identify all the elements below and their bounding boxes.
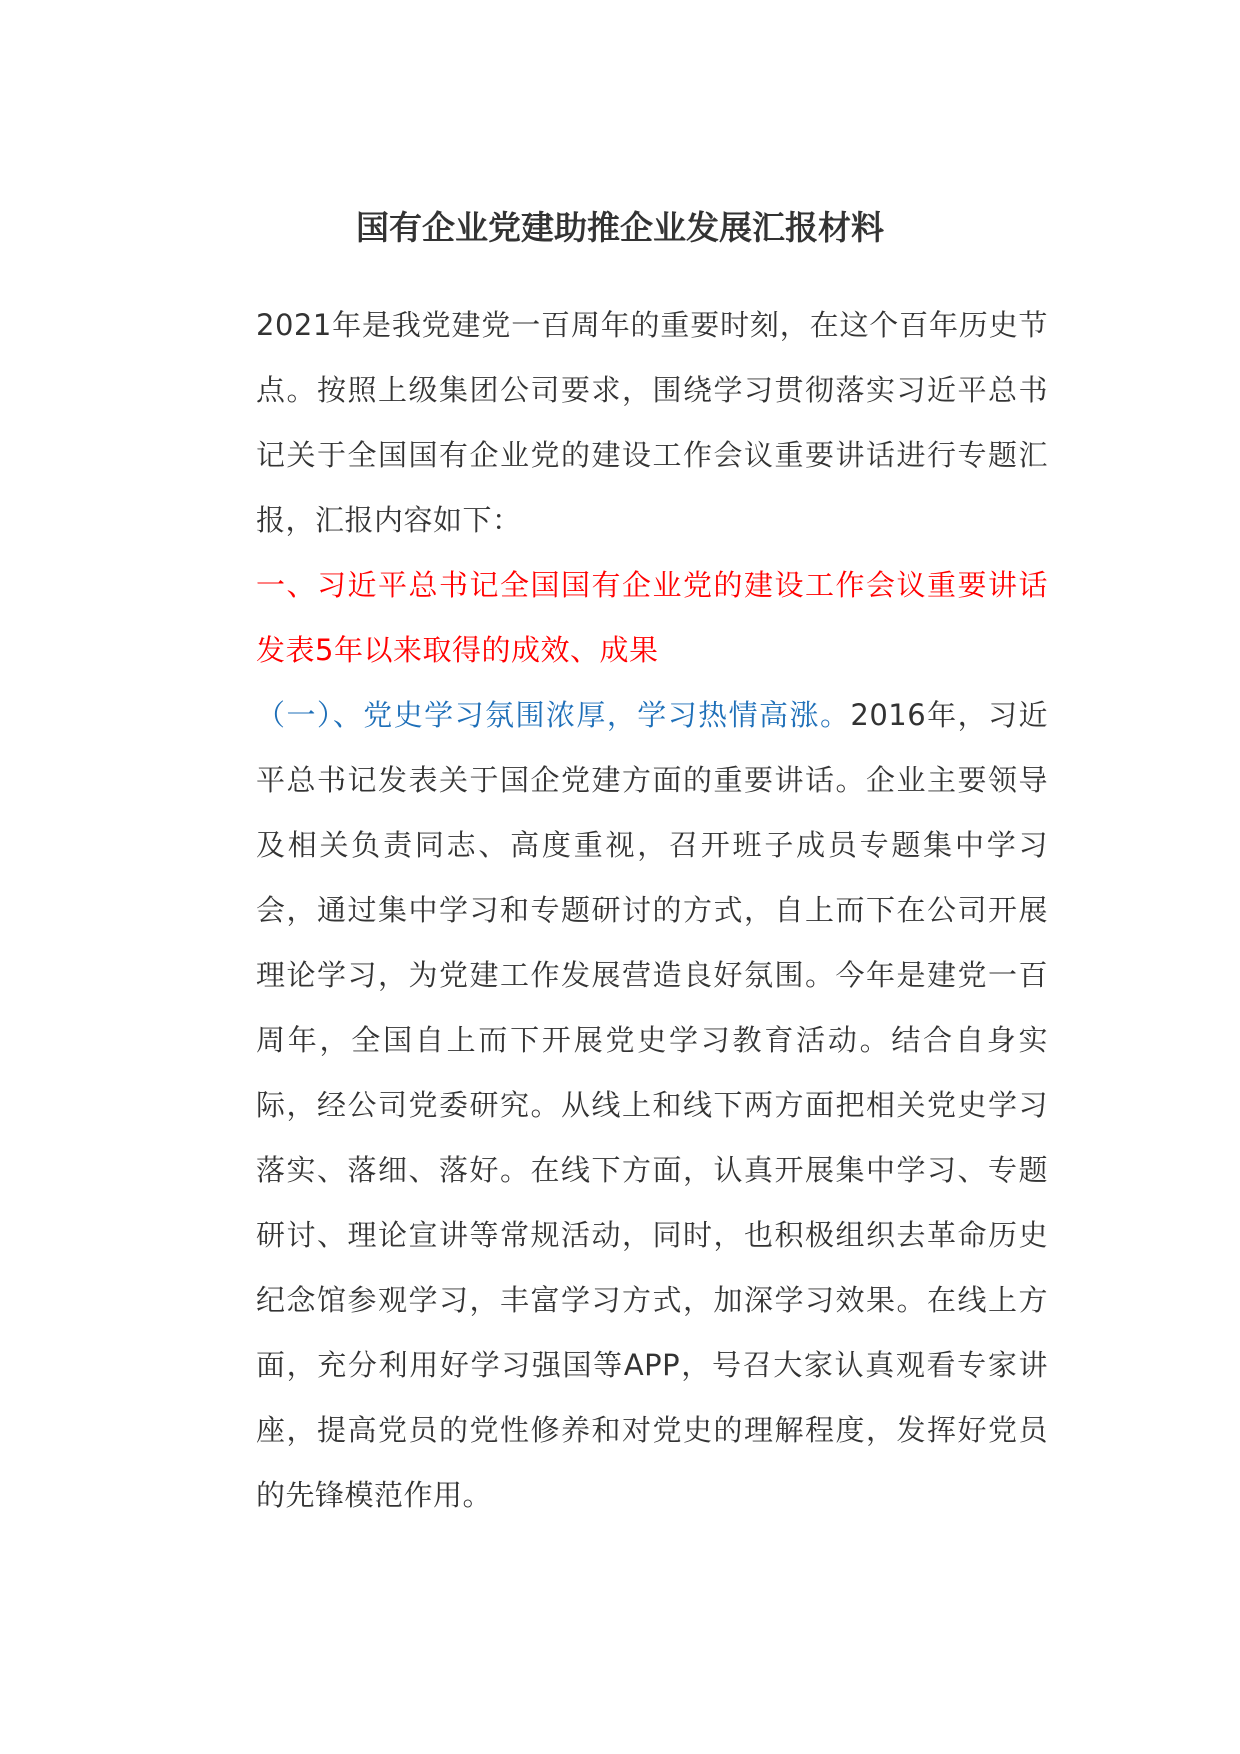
- subsection-1-heading: （一）、党史学习氛围浓厚，学习热情高涨。: [256, 698, 851, 732]
- subsection-1-text: [188, 683, 1048, 1528]
- intro-text: 2021年是我党建党一百周年的重要时刻，在这个百年历史节点。按照上级集团公司要求，围绕学习贯彻落实习近平总书记关于全国国有企业党的建设工作会议重要讲话进行专题汇报，汇报内容如下：: [256, 308, 1048, 537]
- section-1-heading-paragraph: [188, 553, 1048, 683]
- document-title: 国有企业党建助推企业发展汇报材料: [356, 208, 884, 247]
- subsection-1-body: 2016年，习近平总书记发表关于国企党建方面的重要讲话。企业主要领导及相关负责同志、高度重视，召开班子成员专题集中学习会，通过集中学习和专题研讨的方式，自上而下在公司开展理论学习，为党建工作发展营造良好氛围。今年是建党一百周年，全国自上而下开展党史学习教育活动。结合自身实际，经公司党委研究。从线上和线下两方面把相关党史学习落实、落细、落好。在线下方面，认真开展集中学习、专题研讨、理论宣讲等常规活动，同时，也积极组织去革命历史纪念馆参观学习，丰富学习方式，加深学习效果。在线上方面，充分利用好学习强国等APP，号召大家认真观看专家讲座，提高党员的党性修养和对党史的理解程度，发挥好党员的先锋模范作用。: [256, 698, 1048, 1512]
- subsection-1-paragraph: [188, 683, 1048, 1528]
- intro-paragraph: [188, 293, 1048, 553]
- section-1-heading: 一、习近平总书记全国国有企业党的建设工作会议重要讲话发表5年以来取得的成效、成果: [256, 568, 1048, 667]
